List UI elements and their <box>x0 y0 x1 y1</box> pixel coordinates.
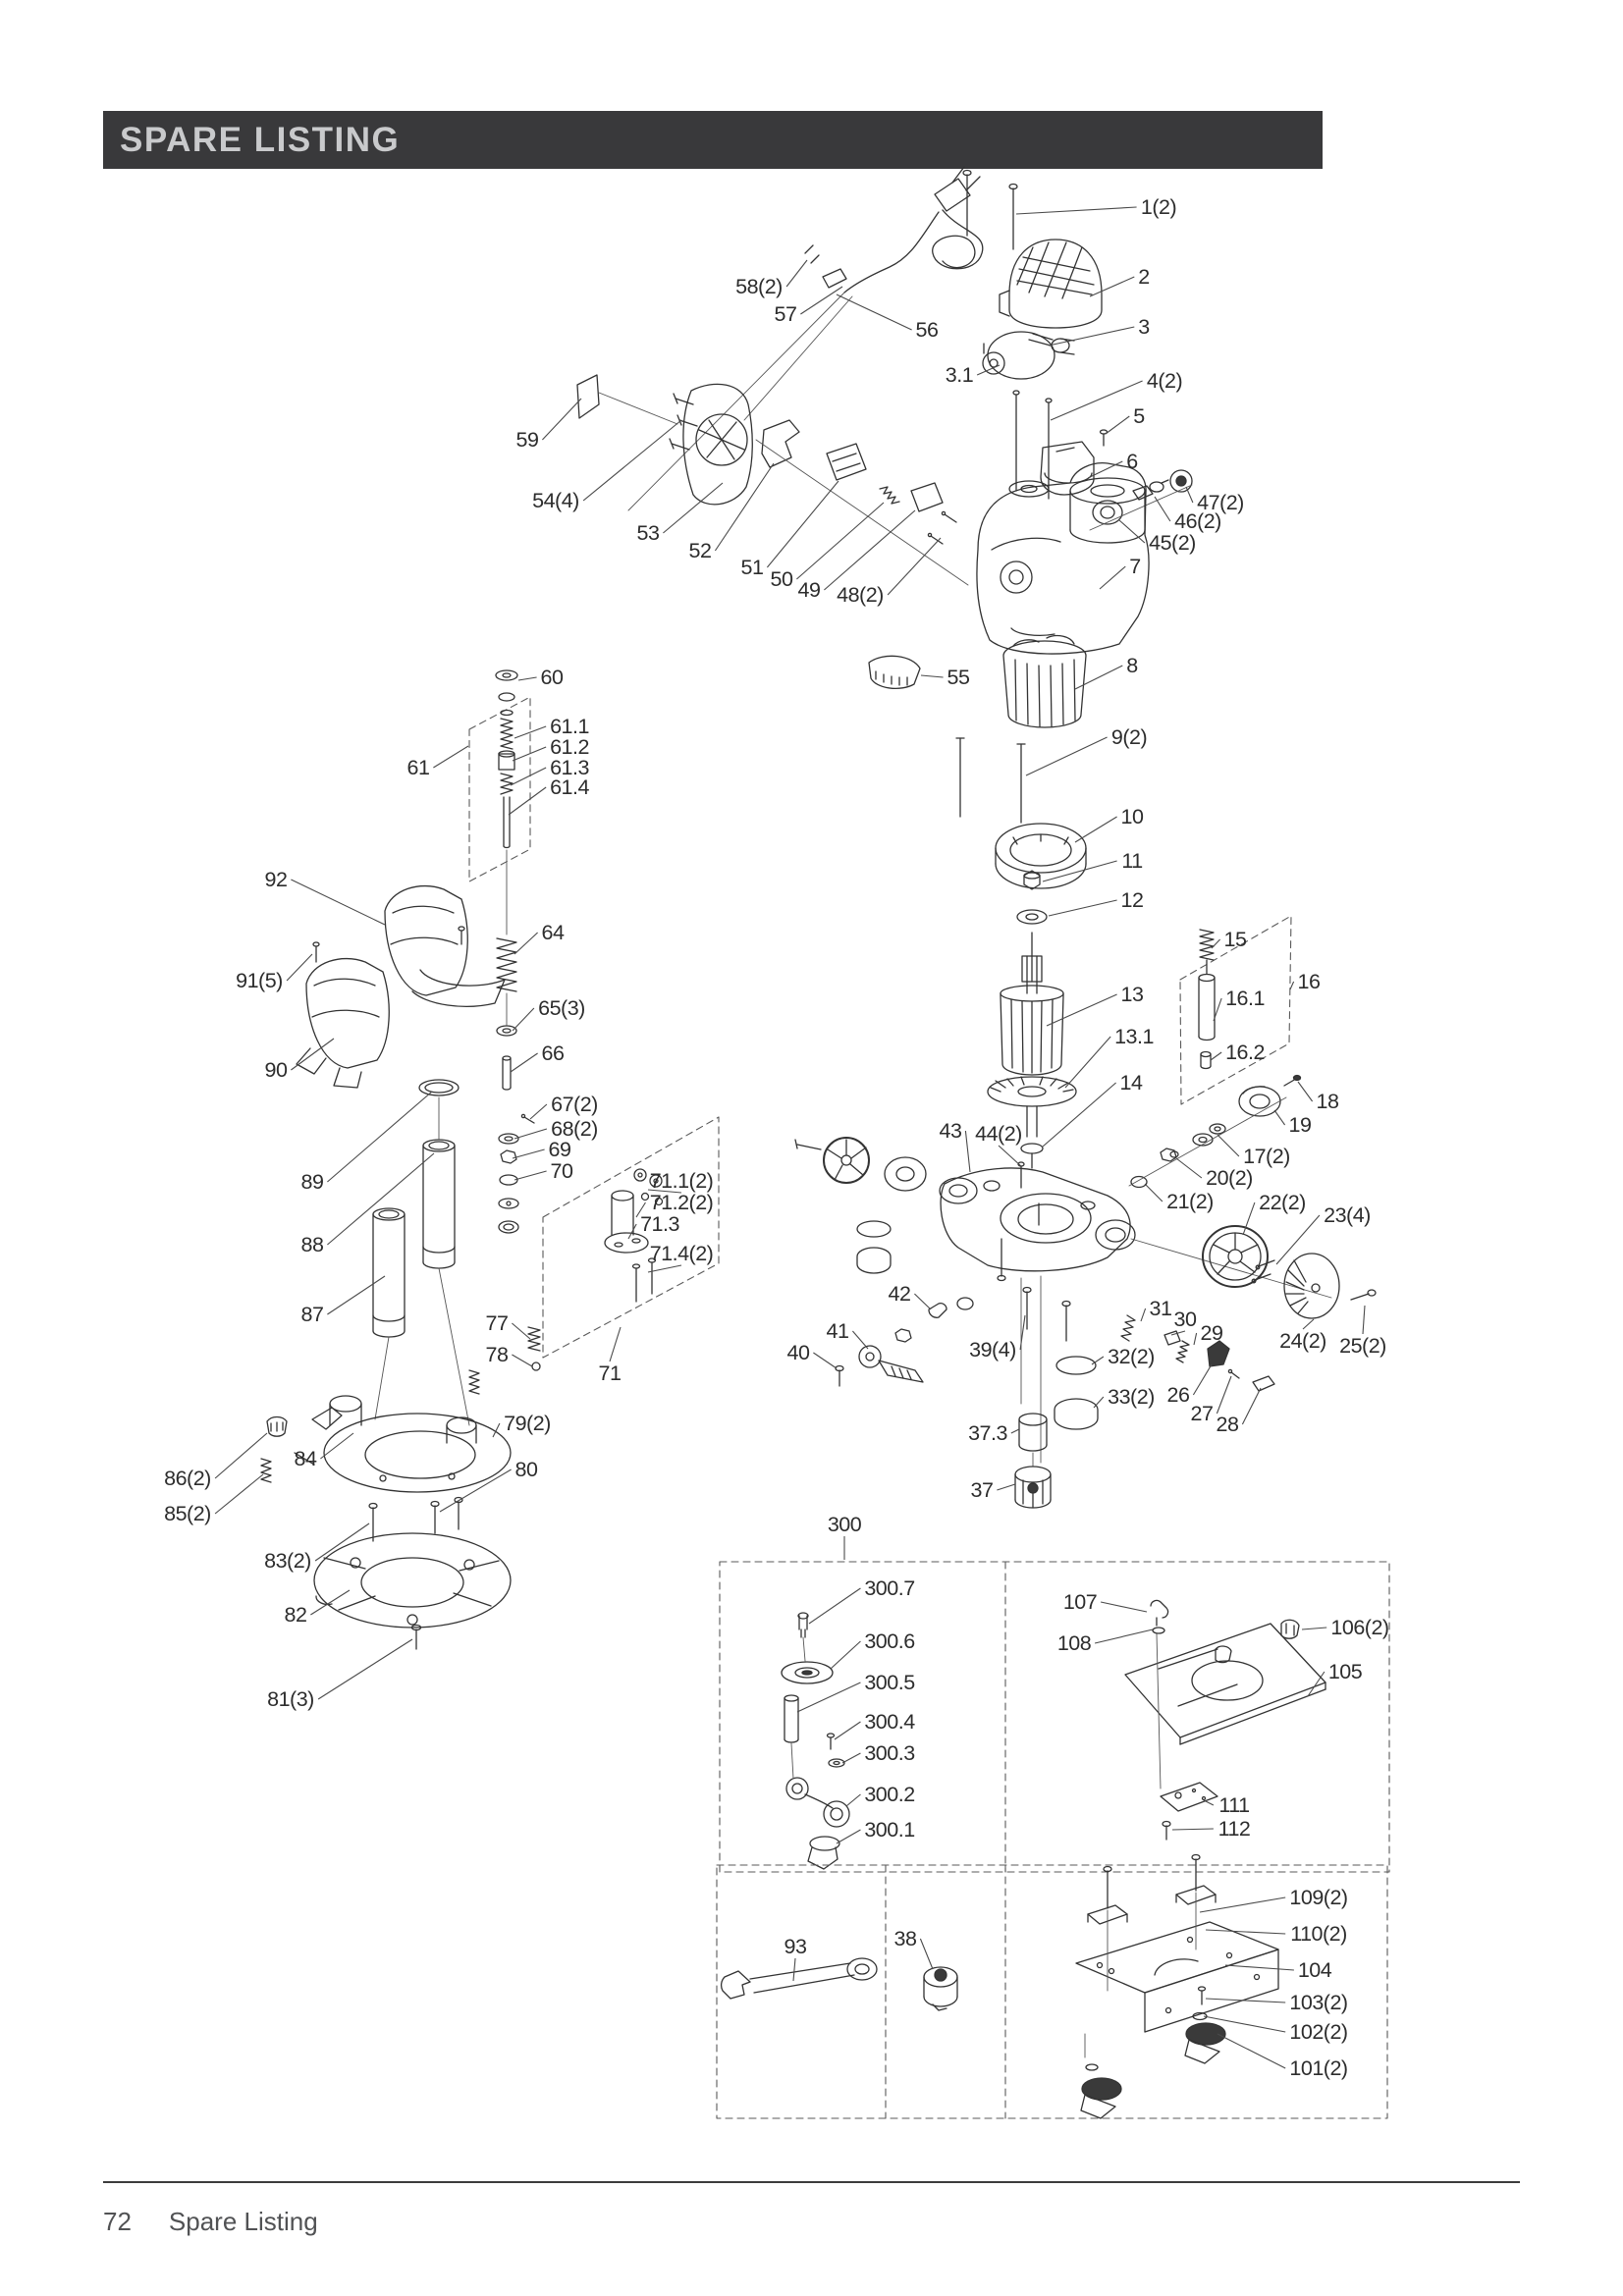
leader-line <box>513 1149 545 1158</box>
part-callout: 71.4(2) <box>649 1242 714 1265</box>
part-callout: 110(2) <box>1290 1922 1347 1946</box>
leader-line <box>1047 994 1117 1026</box>
part-callout: 91(5) <box>236 969 283 992</box>
leader-line <box>509 787 546 815</box>
part-callout: 28 <box>1216 1413 1239 1436</box>
part-callout: 54(4) <box>532 489 579 512</box>
part-callout: 84 <box>294 1447 317 1470</box>
leader-line <box>1155 497 1170 521</box>
part-callout: 39(4) <box>969 1338 1016 1362</box>
part-callout: 81(3) <box>267 1687 314 1711</box>
sub-base-art <box>314 1533 511 1649</box>
leader-line <box>1100 566 1125 589</box>
footer-rule <box>103 2181 1520 2183</box>
part-callout: 64 <box>541 921 565 944</box>
leader-line <box>921 675 944 677</box>
part-callout: 4(2) <box>1146 369 1183 393</box>
part-callout: 61.2 <box>550 735 589 759</box>
part-callout: 86(2) <box>164 1467 211 1490</box>
leader-line <box>433 746 468 768</box>
leader-line <box>1094 1397 1104 1408</box>
leader-line <box>1217 1376 1231 1414</box>
part-callout: 82 <box>284 1603 307 1627</box>
part-callout: 102(2) <box>1289 2020 1348 2044</box>
guide-tube-art <box>373 1080 469 1425</box>
leader-line <box>846 1794 860 1806</box>
part-callout: 29 <box>1200 1321 1223 1345</box>
leader-line <box>1049 327 1134 346</box>
leader-line <box>1011 1429 1019 1433</box>
part-callout: 77 <box>485 1311 509 1335</box>
part-callout: 88 <box>300 1233 324 1256</box>
leader-line <box>1075 666 1122 689</box>
leader-line <box>1276 1215 1320 1264</box>
leader-line <box>310 1590 350 1615</box>
switch-plate-art <box>577 375 968 585</box>
part-callout: 61.4 <box>550 775 589 799</box>
part-callout: 7 <box>1129 555 1141 578</box>
part-callout: 71.1(2) <box>649 1169 714 1193</box>
part-callout: 1(2) <box>1140 195 1177 219</box>
part-callout: 53 <box>636 521 660 545</box>
leader-line <box>318 1639 412 1699</box>
leader-line <box>1090 277 1134 296</box>
leader-line <box>715 463 774 551</box>
leader-line <box>648 1265 681 1272</box>
part-callout: 103(2) <box>1289 1991 1348 2014</box>
part-callout: 79(2) <box>504 1412 551 1435</box>
motor-housing-art <box>977 463 1149 654</box>
part-callout: 23(4) <box>1324 1203 1371 1227</box>
leader-line <box>663 483 723 533</box>
part-callout: 59 <box>515 428 539 452</box>
part-callout: 20(2) <box>1206 1166 1253 1190</box>
part-callout: 71.2(2) <box>649 1191 714 1214</box>
part-callout: 65(3) <box>538 996 585 1020</box>
leader-line <box>1212 939 1220 948</box>
part-callout: 68(2) <box>551 1117 598 1141</box>
leader-line <box>514 1171 547 1180</box>
part-callout: 109(2) <box>1289 1886 1348 1909</box>
leader-line <box>512 1323 530 1339</box>
part-callout: 6 <box>1126 450 1138 473</box>
part-callout: 21(2) <box>1166 1190 1214 1213</box>
part-callout: 44(2) <box>975 1122 1022 1146</box>
part-callout: 85(2) <box>164 1502 211 1525</box>
part-callout: 69 <box>548 1138 571 1161</box>
leader-line <box>920 1939 933 1969</box>
leader-line <box>767 481 839 567</box>
part-callout: 37.3 <box>968 1421 1007 1445</box>
leader-line <box>1242 1388 1261 1424</box>
part-callout: 92 <box>264 868 288 891</box>
leader-line <box>809 1588 860 1624</box>
part-callout: 300 <box>827 1513 862 1536</box>
plunge-spring-art <box>497 938 534 1233</box>
handwheel-art <box>1203 1226 1376 1318</box>
page-number: 72 <box>103 2207 132 2236</box>
leader-line <box>511 1053 538 1072</box>
depth-scale-art <box>869 656 920 688</box>
leader-line <box>1186 487 1193 503</box>
leader-line <box>852 1331 868 1349</box>
part-callout: 32(2) <box>1108 1345 1155 1368</box>
part-callout: 87 <box>300 1303 324 1326</box>
part-callout: 42 <box>888 1282 911 1306</box>
leader-line <box>1043 1083 1116 1147</box>
part-callout: 26 <box>1166 1383 1190 1407</box>
collet-art <box>1015 1357 1098 1508</box>
leader-line <box>797 1682 860 1712</box>
leader-line <box>1217 2034 1285 2068</box>
leader-line <box>1016 207 1137 214</box>
leader-line <box>628 1224 636 1239</box>
part-callout: 56 <box>915 318 939 342</box>
part-callout: 49 <box>797 578 821 602</box>
leader-line <box>1075 817 1117 842</box>
accessory-box-bottom-art <box>717 1855 1387 2119</box>
part-callout: 12 <box>1120 888 1144 912</box>
leader-line <box>1193 1364 1212 1395</box>
part-callout: 111 <box>1218 1793 1250 1817</box>
leader-line <box>315 1523 369 1561</box>
part-callout: 40 <box>786 1341 810 1364</box>
depth-rod-art <box>469 670 530 934</box>
part-callout: 93 <box>784 1935 807 1958</box>
motor-cap-art <box>963 171 1102 329</box>
leader-line <box>1274 1110 1285 1125</box>
leader-line <box>835 1722 860 1739</box>
part-callout: 89 <box>300 1170 324 1194</box>
leader-line <box>514 1129 547 1139</box>
page-title: SPARE LISTING <box>120 120 401 159</box>
part-callout: 300.2 <box>864 1783 915 1806</box>
leader-line <box>327 1153 434 1245</box>
part-callout: 58(2) <box>735 275 783 298</box>
part-callout: 61 <box>406 756 430 779</box>
leader-line <box>530 1104 547 1119</box>
part-callout: 51 <box>740 556 764 579</box>
part-callout: 105 <box>1327 1660 1363 1683</box>
part-callout: 83(2) <box>264 1549 311 1573</box>
part-callout: 300.4 <box>864 1710 915 1734</box>
part-callout: 30 <box>1173 1308 1197 1331</box>
part-callout: 3 <box>1138 315 1150 339</box>
leader-line <box>824 510 915 590</box>
leader-line <box>1211 1052 1221 1060</box>
part-callout: 80 <box>514 1458 538 1481</box>
leader-line <box>888 538 941 595</box>
part-callout: 300.5 <box>864 1671 915 1694</box>
part-callout: 24(2) <box>1279 1329 1326 1353</box>
leader-line <box>215 1474 263 1514</box>
leader-line <box>1200 1897 1285 1912</box>
leader-line <box>518 677 537 680</box>
part-callout: 300.6 <box>864 1629 915 1653</box>
part-callout: 10 <box>1120 805 1144 828</box>
part-callout: 27 <box>1190 1402 1214 1425</box>
part-callout: 9(2) <box>1110 725 1148 749</box>
part-callout: 107 <box>1062 1590 1098 1614</box>
leader-line <box>327 1276 385 1314</box>
leader-line <box>831 1641 860 1669</box>
part-callout: 90 <box>264 1058 288 1082</box>
part-callout: 2 <box>1138 265 1150 289</box>
part-callout: 16 <box>1297 970 1321 993</box>
part-callout: 43 <box>939 1119 962 1143</box>
leader-line <box>1026 737 1108 775</box>
part-callout: 70 <box>550 1159 573 1183</box>
leader-line <box>1302 1628 1326 1629</box>
part-callout: 112 <box>1217 1817 1251 1841</box>
footer-label: Spare Listing <box>168 2207 318 2236</box>
part-callout: 101(2) <box>1289 2056 1348 2080</box>
part-callout: 33(2) <box>1108 1385 1155 1409</box>
part-callout: 104 <box>1297 1958 1332 1982</box>
part-callout: 45(2) <box>1149 531 1196 555</box>
leader-line <box>511 768 546 785</box>
leader-line <box>513 1008 534 1031</box>
leader-line <box>1290 982 1294 989</box>
part-callout: 48(2) <box>837 583 884 607</box>
page-footer <box>103 2207 318 2237</box>
part-callout: 61.3 <box>550 756 589 779</box>
part-callout: 61.1 <box>550 715 589 738</box>
leader-line <box>1172 1829 1214 1830</box>
part-callout: 52 <box>688 539 712 562</box>
part-callout: 16.2 <box>1225 1041 1265 1064</box>
part-callout: 78 <box>485 1343 509 1366</box>
leader-line <box>287 954 312 981</box>
leader-line <box>291 880 385 925</box>
part-callout: 22(2) <box>1259 1191 1306 1214</box>
leader-line <box>1298 1082 1313 1101</box>
leader-line <box>1141 1308 1146 1321</box>
part-callout: 31 <box>1149 1297 1172 1320</box>
part-callout: 16.1 <box>1225 987 1265 1010</box>
leader-line <box>813 1353 837 1368</box>
leader-line <box>291 1039 334 1070</box>
leader-line <box>1204 1800 1214 1805</box>
part-callout: 71.3 <box>640 1212 679 1236</box>
leader-line <box>786 260 807 287</box>
part-callout: 11 <box>1121 849 1143 873</box>
part-callout: 55 <box>947 666 970 689</box>
leader-line <box>837 294 912 330</box>
leader-line <box>1145 1184 1163 1201</box>
leader-line <box>542 399 581 440</box>
leader-line <box>1194 1333 1197 1345</box>
part-callout: 46(2) <box>1174 509 1221 533</box>
leader-line <box>796 503 884 579</box>
leader-line <box>1106 416 1129 434</box>
leader-line <box>583 420 681 501</box>
part-callout: 38 <box>893 1927 917 1950</box>
part-callout: 19 <box>1288 1113 1312 1137</box>
leader-line <box>215 1433 267 1478</box>
part-callout: 14 <box>1119 1071 1143 1095</box>
leader-line <box>513 747 546 761</box>
part-callout: 13.1 <box>1114 1025 1154 1048</box>
leader-line <box>610 1327 621 1362</box>
leader-line <box>1363 1306 1365 1334</box>
leader-line <box>842 1753 860 1763</box>
leader-line <box>514 933 538 954</box>
part-callout: 50 <box>770 567 793 591</box>
leader-line <box>512 1355 532 1366</box>
part-callout: 8 <box>1126 654 1138 677</box>
part-callout: 3.1 <box>945 363 974 387</box>
part-callout: 15 <box>1223 928 1247 951</box>
part-callout: 67(2) <box>551 1093 598 1116</box>
leader-line <box>1176 1158 1202 1178</box>
stator-art <box>956 636 1086 823</box>
leader-line <box>837 1830 860 1843</box>
leader-line <box>1095 1629 1153 1643</box>
leader-line <box>997 1484 1015 1490</box>
part-callout: 13 <box>1120 983 1144 1006</box>
leader-line <box>1206 1930 1285 1934</box>
part-callout: 300.7 <box>864 1576 915 1600</box>
part-callout: 300.3 <box>864 1741 915 1765</box>
leader-line <box>1049 900 1117 916</box>
part-callout: 25(2) <box>1339 1334 1386 1358</box>
part-callout: 108 <box>1056 1631 1092 1655</box>
leader-line <box>1065 1037 1110 1088</box>
leader-line <box>1303 1319 1314 1329</box>
part-callout: 17(2) <box>1243 1145 1290 1168</box>
leader-line <box>1217 1135 1239 1156</box>
part-callout: 5 <box>1133 404 1145 428</box>
part-callout: 300.1 <box>864 1818 915 1842</box>
leader-line <box>440 1469 512 1512</box>
part-callout: 57 <box>774 302 797 326</box>
leader-line <box>965 1131 970 1172</box>
part-callout: 60 <box>540 666 564 689</box>
leader-line <box>999 1146 1021 1166</box>
part-callout: 41 <box>826 1319 849 1343</box>
part-callout: 37 <box>970 1478 994 1502</box>
part-callout: 47(2) <box>1197 491 1244 514</box>
part-callout: 66 <box>541 1041 565 1065</box>
part-callout: 106(2) <box>1330 1616 1389 1639</box>
leader-line <box>793 1958 795 1981</box>
part-callout: 18 <box>1316 1090 1339 1113</box>
accessory-box-300-art <box>720 1562 1389 1872</box>
leader-line <box>914 1294 931 1309</box>
leader-line <box>1051 381 1143 420</box>
leader-line <box>1101 1602 1147 1612</box>
part-callout: 71 <box>598 1362 622 1385</box>
leader-line <box>1225 1965 1294 1970</box>
dust-hood-art <box>297 886 505 1088</box>
